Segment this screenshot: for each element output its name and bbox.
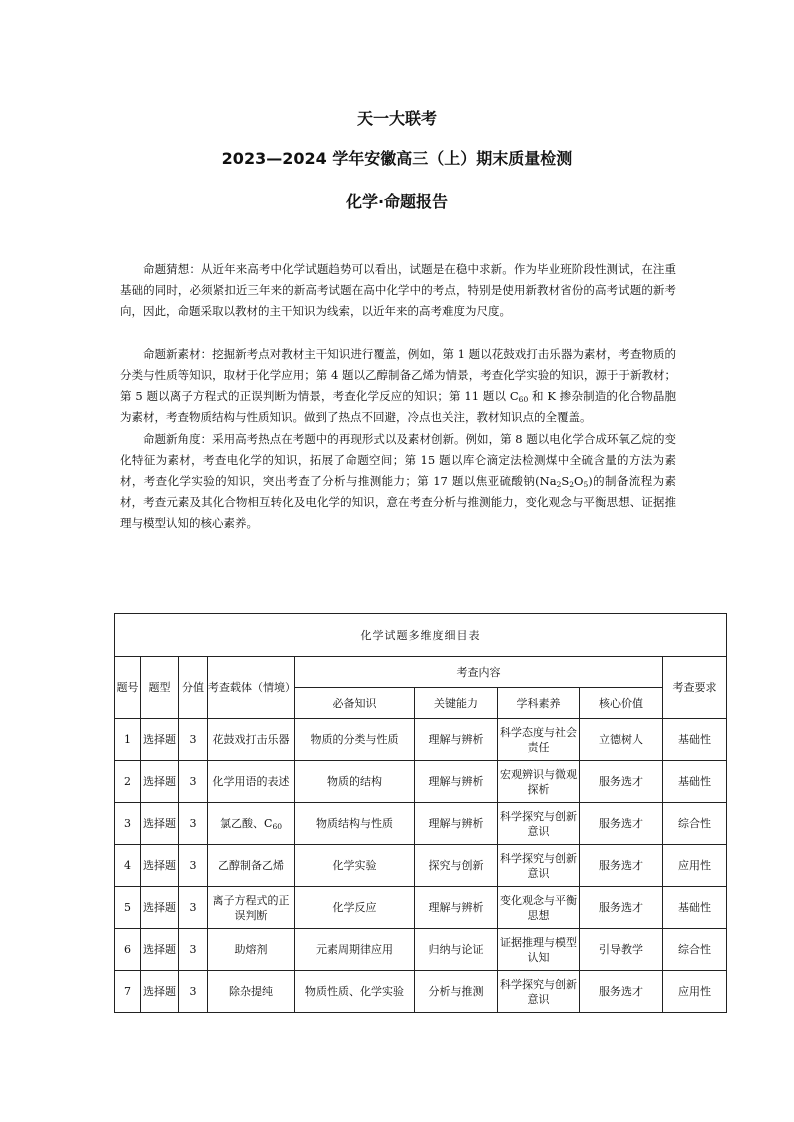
cell-carrier: 花鼓戏打击乐器 <box>208 719 295 761</box>
subheader-value: 核心价值 <box>580 688 663 719</box>
cell-literacy: 科学探究与创新意识 <box>498 845 580 887</box>
cell-carrier: 化学用语的表述 <box>208 761 295 803</box>
cell-type: 选择题 <box>141 803 179 845</box>
header-num: 题号 <box>115 657 141 719</box>
cell-type: 选择题 <box>141 971 179 1013</box>
cell-knowledge: 元素周期律应用 <box>295 929 415 971</box>
cell-knowledge: 化学实验 <box>295 845 415 887</box>
cell-requirement: 综合性 <box>663 803 727 845</box>
cell-num: 3 <box>115 803 141 845</box>
subheader-literacy: 学科素养 <box>498 688 580 719</box>
intro-paragraph-1: 命题猜想：从近年来高考中化学试题趋势可以看出，试题是在稳中求新。作为毕业班阶段性测试，在注重基础的同时，必须紧扣近三年来的新高考试题在高中化学中的考点，特别是使用新教材省份的高考试题的新考向，因此，命题采取以教材的主干知识为线索，以近年来的高考难度为尺度。 <box>120 262 676 318</box>
table-row <box>115 719 727 761</box>
cell-knowledge: 物质的结构 <box>295 761 415 803</box>
cell-num: 2 <box>115 761 141 803</box>
cell-ability: 分析与推测 <box>415 971 498 1013</box>
cell-num: 4 <box>115 845 141 887</box>
cell-literacy: 科学态度与社会责任 <box>498 719 580 761</box>
table-caption: 化学试题多维度细目表 <box>115 614 727 657</box>
cell-requirement: 应用性 <box>663 845 727 887</box>
cell-requirement: 基础性 <box>663 719 727 761</box>
cell-requirement: 基础性 <box>663 887 727 929</box>
table-row <box>115 971 727 1013</box>
cell-num: 6 <box>115 929 141 971</box>
cell-value: 立德树人 <box>580 719 663 761</box>
cell-value: 服务选才 <box>580 803 663 845</box>
cell-knowledge: 物质的分类与性质 <box>295 719 415 761</box>
subheader-knowledge: 必备知识 <box>295 688 415 719</box>
cell-score: 3 <box>179 929 208 971</box>
cell-knowledge: 化学反应 <box>295 887 415 929</box>
cell-literacy: 科学探究与创新意识 <box>498 971 580 1013</box>
cell-type: 选择题 <box>141 887 179 929</box>
cell-type: 选择题 <box>141 929 179 971</box>
cell-ability: 理解与辨析 <box>415 887 498 929</box>
subheader-ability: 关键能力 <box>415 688 498 719</box>
cell-carrier: 除杂提纯 <box>208 971 295 1013</box>
cell-ability: 探究与创新 <box>415 845 498 887</box>
table-row <box>115 761 727 803</box>
cell-knowledge: 物质结构与性质 <box>295 803 415 845</box>
cell-requirement: 综合性 <box>663 929 727 971</box>
cell-ability: 理解与辨析 <box>415 803 498 845</box>
cell-literacy: 宏观辨识与微观探析 <box>498 761 580 803</box>
cell-num: 7 <box>115 971 141 1013</box>
cell-score: 3 <box>179 971 208 1013</box>
header-score: 分值 <box>179 657 208 719</box>
cell-score: 3 <box>179 761 208 803</box>
cell-type: 选择题 <box>141 845 179 887</box>
cell-value: 服务选才 <box>580 971 663 1013</box>
cell-literacy: 证据推理与模型认知 <box>498 929 580 971</box>
table-row <box>115 845 727 887</box>
cell-value: 引导教学 <box>580 929 663 971</box>
cell-score: 3 <box>179 803 208 845</box>
cell-literacy: 科学探究与创新意识 <box>498 803 580 845</box>
cell-ability: 归纳与论证 <box>415 929 498 971</box>
cell-score: 3 <box>179 845 208 887</box>
cell-score: 3 <box>179 887 208 929</box>
cell-value: 服务选才 <box>580 761 663 803</box>
cell-type: 选择题 <box>141 761 179 803</box>
cell-carrier: 离子方程式的正误判断 <box>208 887 295 929</box>
cell-carrier: 氯乙酸、$C_{60}$ <box>208 803 295 845</box>
cell-literacy: 变化观念与平衡思想 <box>498 887 580 929</box>
exam-title: 2023—2024 学年安徽高三（上）期末质量检测 <box>221 149 573 168</box>
header-carrier: 考查载体（情境） <box>208 657 295 719</box>
cell-num: 1 <box>115 719 141 761</box>
cell-ability: 理解与辨析 <box>415 719 498 761</box>
header-type: 题型 <box>141 657 179 719</box>
cell-requirement: 应用性 <box>663 971 727 1013</box>
cell-knowledge: 物质性质、化学实验 <box>295 971 415 1013</box>
table-row <box>115 929 727 971</box>
cell-num: 5 <box>115 887 141 929</box>
cell-carrier: 乙醇制备乙烯 <box>208 845 295 887</box>
intro-paragraph-2: 命题新素材：挖掘新考点对教材主干知识进行覆盖，例如，第 1 题以花鼓戏打击乐器为素材，考查物质的分类与性质等知识，取材于化学应用；第 4 题以乙醇制备乙烯为情景，考查化学实验的知识，源于于新教材；第 5 题以离子方程式的正误判断为情景，考查化学反应的知识；第 11 题以 $C_{60}$ 和 K 掺杂制造的化合物晶胞为素材，考查物质结构与性质知识。做到了热点不回避，冷点也关注，教材知识点的全覆盖。 <box>120 347 676 424</box>
cell-score: 3 <box>179 719 208 761</box>
cell-value: 服务选才 <box>580 887 663 929</box>
cell-requirement: 基础性 <box>663 761 727 803</box>
table-row <box>115 803 727 845</box>
cell-value: 服务选才 <box>580 845 663 887</box>
cell-carrier: 助熔剂 <box>208 929 295 971</box>
document-title: 天一大联考 <box>356 109 437 128</box>
table-row <box>115 887 727 929</box>
cell-type: 选择题 <box>141 719 179 761</box>
header-content: 考查内容 <box>295 657 663 688</box>
header-requirement: 考查要求 <box>663 657 727 719</box>
report-title: 化学·命题报告 <box>345 192 449 211</box>
detail-table <box>114 613 727 1013</box>
intro-paragraph-3: 命题新角度：采用高考热点在考题中的再现形式以及素材创新。例如，第 8 题以电化学合成环氧乙烷的变化特征为素材，考查电化学的知识，拓展了命题空间；第 15 题以库仑滴定法检测煤中全硫含量的方法为素材，考查化学实验的知识，突出考查了分析与推测能力；第 17 题以焦亚硫酸钠$(Na_2S_2O_5)$的制备流程为素材，考查元素及其化合物相互转化及电化学的知识，意在考查分析与推测能力，变化观念与平衡思想、证据推理与模型认知的核心素养。 <box>120 432 676 530</box>
cell-ability: 理解与辨析 <box>415 761 498 803</box>
